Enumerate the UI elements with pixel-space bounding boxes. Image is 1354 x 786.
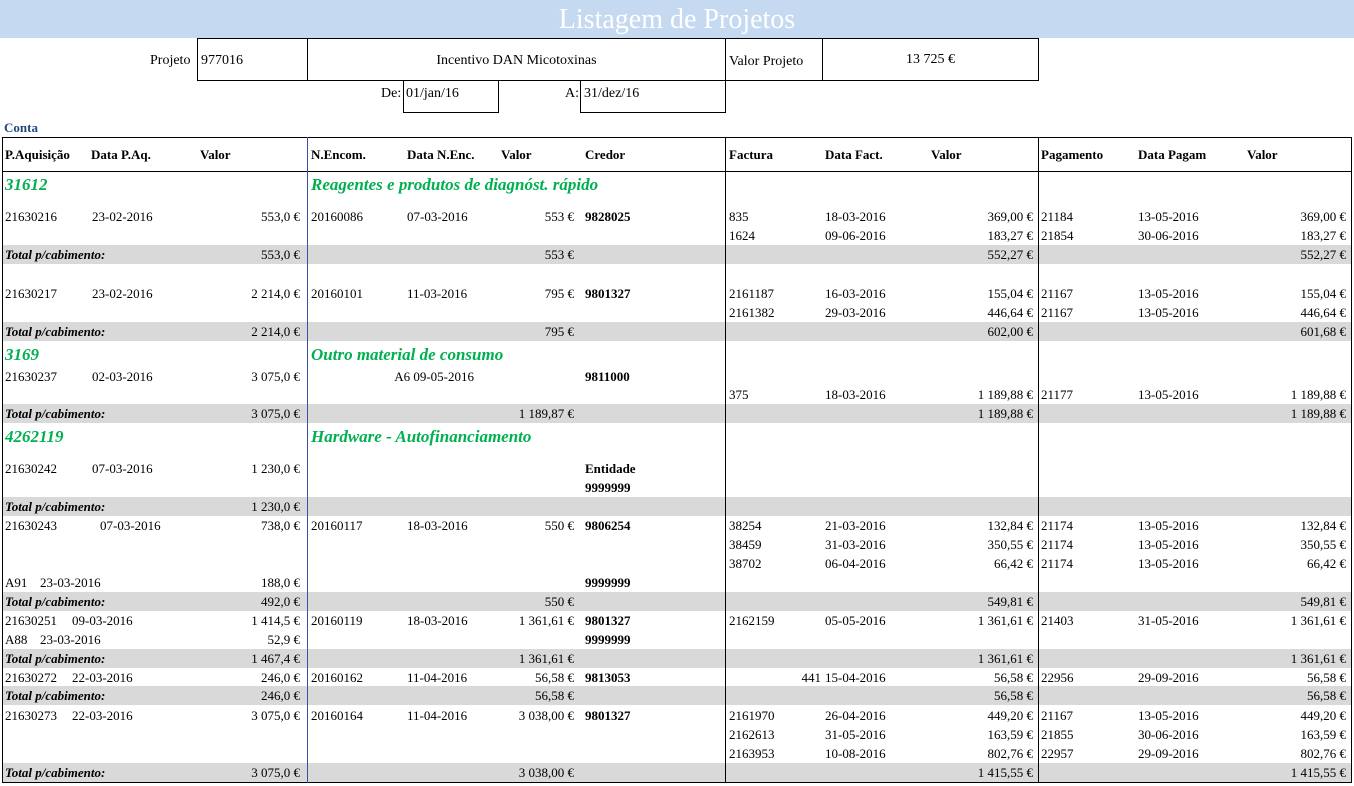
section-name: Outro material de consumo <box>311 345 504 364</box>
cell-fav: 350,55 € <box>987 537 1033 552</box>
cell-fav: 132,84 € <box>987 518 1033 533</box>
col-header-pagamento: Pagamento <box>1041 147 1104 162</box>
cell-pgd: 13-05-2016 <box>1138 387 1199 402</box>
cell-pgd: 29-09-2016 <box>1138 746 1199 761</box>
cell-pgv: 1 189,88 € <box>1290 406 1346 421</box>
date-from-value: 01/jan/16 <box>406 86 459 101</box>
cell-nev: 1 361,61 € <box>518 651 574 666</box>
cell-pgv: 132,84 € <box>1300 518 1346 533</box>
cell-pav: 246,0 € <box>261 688 300 703</box>
cell-ne: 20160086 <box>311 209 363 224</box>
cell-pgv: 1 361,61 € <box>1290 613 1346 628</box>
cell-fa: 38254 <box>729 518 762 533</box>
cell-pgv: 552,27 € <box>1300 247 1346 262</box>
cell-pad: 09-03-2016 <box>72 613 133 628</box>
col-header-credor: Credor <box>585 147 626 162</box>
cell-cr: 9999999 <box>585 632 631 647</box>
cell-pav: 2 214,0 € <box>251 324 300 339</box>
cell-ne: 20160101 <box>311 286 363 301</box>
cell-fa: 38459 <box>729 537 762 552</box>
cell-pad: 23-03-2016 <box>40 575 101 590</box>
cell-fa: 2162613 <box>729 727 775 742</box>
cell-pav: 3 075,0 € <box>251 708 300 723</box>
cell-pg: 21167 <box>1041 708 1074 723</box>
cell-ned: 18-03-2016 <box>407 518 468 533</box>
total-label: Total p/cabimento: <box>5 247 106 262</box>
cell-pa: 21630217 <box>5 286 57 301</box>
cell-fad: 18-03-2016 <box>825 209 886 224</box>
cell-ned: 11-03-2016 <box>407 286 468 301</box>
cell-pad: 22-03-2016 <box>72 708 133 723</box>
table-column-border <box>1351 137 1352 783</box>
cell-pgv: 1 415,55 € <box>1290 765 1346 780</box>
cell-fav: 56,58 € <box>994 688 1033 703</box>
section-code: 3169 <box>5 345 39 364</box>
valor-projeto: 13 725 € <box>906 52 955 67</box>
col-header-valor-fact: Valor <box>931 147 962 162</box>
total-label: Total p/cabimento: <box>5 688 106 703</box>
cell-fad: 10-08-2016 <box>825 746 886 761</box>
col-header-valor-pagam: Valor <box>1247 147 1278 162</box>
cell-pav: 492,0 € <box>261 594 300 609</box>
total-label: Total p/cabimento: <box>5 651 106 666</box>
cell-pgd: 13-05-2016 <box>1138 556 1199 571</box>
cell-pgv: 1 361,61 € <box>1290 651 1346 666</box>
cell-fav: 369,00 € <box>987 209 1033 224</box>
cell-nev: 1 189,87 € <box>518 406 574 421</box>
cell-ne: 20160117 <box>311 518 363 533</box>
cell-pad: 23-02-2016 <box>92 286 153 301</box>
col-header-data-paq: Data P.Aq. <box>91 147 151 162</box>
cell-pgv: 183,27 € <box>1300 228 1346 243</box>
cell-pgd: 31-05-2016 <box>1138 613 1199 628</box>
cell-cr: 9811000 <box>585 369 630 384</box>
cell-cr: 9828025 <box>585 209 631 224</box>
cell-pav: 553,0 € <box>261 209 300 224</box>
section-code: 4262119 <box>5 427 64 446</box>
cell-pav: 553,0 € <box>261 247 300 262</box>
cell-fa: 2162159 <box>729 613 775 628</box>
col-header-valor-nenc: Valor <box>501 147 532 162</box>
cell-fav: 1 189,88 € <box>977 406 1033 421</box>
cell-cr: 9801327 <box>585 708 631 723</box>
cell-fad: 15-04-2016 <box>825 670 886 685</box>
cell-pgd: 13-05-2016 <box>1138 209 1199 224</box>
cell-fa: 441 <box>801 670 821 685</box>
cell-pgv: 56,58 € <box>1307 670 1346 685</box>
cell-pa: 21630242 <box>5 461 57 476</box>
cell-cr: Entidade <box>585 461 636 476</box>
cell-fa: 2163953 <box>729 746 775 761</box>
cell-pav: 1 230,0 € <box>251 499 300 514</box>
date-to-label: A: <box>565 86 579 101</box>
cell-pav: 2 214,0 € <box>251 286 300 301</box>
cell-pg: 21174 <box>1041 556 1074 571</box>
cell-nev: 3 038,00 € <box>518 765 574 780</box>
col-header-data-pagam: Data Pagam <box>1138 147 1207 162</box>
total-label: Total p/cabimento: <box>5 594 106 609</box>
cell-fav: 602,00 € <box>987 324 1033 339</box>
cell-pa: 21630237 <box>5 369 57 384</box>
projeto-label: Projeto <box>150 53 191 68</box>
cell-fad: 31-03-2016 <box>825 537 886 552</box>
cell-nev: 553 € <box>544 209 574 224</box>
cell-pav: 1 230,0 € <box>251 461 300 476</box>
col-header-p-aquisicao: P.Aquisição <box>5 147 70 162</box>
table-column-border <box>307 137 308 783</box>
cell-fa: 1624 <box>729 228 755 243</box>
cell-ned: 11-04-2016 <box>407 670 468 685</box>
date-to-value: 31/dez/16 <box>584 86 640 101</box>
cell-pad: 07-03-2016 <box>100 518 161 533</box>
section-name: Hardware - Autofinanciamento <box>311 427 532 446</box>
cell-pgd: 29-09-2016 <box>1138 670 1199 685</box>
table-column-border <box>2 137 3 783</box>
cell-fav: 163,59 € <box>987 727 1033 742</box>
cell-fav: 446,64 € <box>987 305 1033 320</box>
cell-pg: 21855 <box>1041 727 1074 742</box>
cell-fav: 549,81 € <box>987 594 1033 609</box>
cell-fav: 449,20 € <box>987 708 1033 723</box>
cell-fav: 155,04 € <box>987 286 1033 301</box>
cell-pg: 22956 <box>1041 670 1074 685</box>
valor-projeto-field <box>822 38 1039 81</box>
cell-fav: 1 189,88 € <box>977 387 1033 402</box>
cell-cr: 9801327 <box>585 613 631 628</box>
cell-nev: 550 € <box>544 518 574 533</box>
cell-ned: 11-04-2016 <box>407 708 468 723</box>
table-border <box>2 782 1352 783</box>
cell-ne: 20160164 <box>311 708 363 723</box>
cell-pad: 22-03-2016 <box>72 670 133 685</box>
total-label: Total p/cabimento: <box>5 499 106 514</box>
cell-pg: 21184 <box>1041 209 1074 224</box>
cell-fav: 802,76 € <box>987 746 1033 761</box>
table-column-border <box>1038 137 1039 783</box>
projeto-code-field <box>197 38 308 81</box>
col-header-data-fact: Data Fact. <box>825 147 883 162</box>
cell-cr: 9999999 <box>585 480 631 495</box>
cell-pgd: 30-06-2016 <box>1138 727 1199 742</box>
cell-pav: 3 075,0 € <box>251 765 300 780</box>
cell-fad: 26-04-2016 <box>825 708 886 723</box>
cell-pgv: 66,42 € <box>1307 556 1346 571</box>
cell-nev: 56,58 € <box>535 688 574 703</box>
cell-fad: 21-03-2016 <box>825 518 886 533</box>
cell-ned: 07-03-2016 <box>407 209 468 224</box>
cell-pgv: 549,81 € <box>1300 594 1346 609</box>
cell-fa: 835 <box>729 209 749 224</box>
cell-pgv: 350,55 € <box>1300 537 1346 552</box>
cell-pgd: 13-05-2016 <box>1138 286 1199 301</box>
cell-fad: 18-03-2016 <box>825 387 886 402</box>
cell-pg: 21167 <box>1041 305 1074 320</box>
cell-pgv: 56,58 € <box>1307 688 1346 703</box>
cell-pgv: 802,76 € <box>1300 746 1346 761</box>
cell-pa: A88 <box>5 632 28 647</box>
cell-pav: 3 075,0 € <box>251 406 300 421</box>
cell-pav: 188,0 € <box>261 575 300 590</box>
projeto-name: Incentivo DAN Micotoxinas <box>436 53 597 68</box>
total-label: Total p/cabimento: <box>5 406 106 421</box>
cell-fav: 552,27 € <box>987 247 1033 262</box>
cell-pgd: 13-05-2016 <box>1138 708 1199 723</box>
cell-pa: 21630272 <box>5 670 57 685</box>
cell-nev: 553 € <box>544 247 574 262</box>
cell-pgd: 13-05-2016 <box>1138 537 1199 552</box>
cell-nev: 550 € <box>544 594 574 609</box>
date-from-label: De: <box>381 86 402 101</box>
col-header-n-encom: N.Encom. <box>311 147 366 162</box>
cell-pg: 21174 <box>1041 537 1074 552</box>
cell-pg: 21167 <box>1041 286 1074 301</box>
cell-fad: 31-05-2016 <box>825 727 886 742</box>
cell-ne: 20160162 <box>311 670 363 685</box>
cell-pg: 21174 <box>1041 518 1074 533</box>
cell-pgv: 601,68 € <box>1300 324 1346 339</box>
cell-nev: 3 038,00 € <box>518 708 574 723</box>
projeto-name-field <box>307 38 726 81</box>
cell-nev: 56,58 € <box>535 670 574 685</box>
valor-projeto-label: Valor Projeto <box>729 54 804 69</box>
cell-pg: 21854 <box>1041 228 1074 243</box>
cell-fad: 29-03-2016 <box>825 305 886 320</box>
cell-nev: 795 € <box>544 286 574 301</box>
valor-label-field <box>725 38 823 81</box>
table-border <box>2 137 1352 138</box>
cell-pa: 21630243 <box>5 518 57 533</box>
cell-pad: 23-02-2016 <box>92 209 153 224</box>
cell-fa: 2161970 <box>729 708 775 723</box>
cell-fav: 1 361,61 € <box>977 651 1033 666</box>
cell-pgd: 30-06-2016 <box>1138 228 1199 243</box>
total-label: Total p/cabimento: <box>5 765 106 780</box>
cell-pgv: 446,64 € <box>1300 305 1346 320</box>
cell-cr: 9806254 <box>585 518 631 533</box>
col-header-factura: Factura <box>729 147 774 162</box>
cell-fav: 56,58 € <box>994 670 1033 685</box>
projeto-code: 977016 <box>201 53 243 68</box>
cell-fa: 2161187 <box>729 286 775 301</box>
cell-pav: 1 467,4 € <box>251 651 300 666</box>
cell-fad: 16-03-2016 <box>825 286 886 301</box>
cell-pav: 738,0 € <box>261 518 300 533</box>
conta-label: Conta <box>4 120 38 135</box>
cell-fad: 06-04-2016 <box>825 556 886 571</box>
cell-fa: 375 <box>729 387 749 402</box>
col-header-valor-paq: Valor <box>200 147 231 162</box>
cell-pgv: 449,20 € <box>1300 708 1346 723</box>
cell-fav: 183,27 € <box>987 228 1033 243</box>
cell-pav: 246,0 € <box>261 670 300 685</box>
cell-pa: 21630216 <box>5 209 57 224</box>
cell-pg: 21403 <box>1041 613 1074 628</box>
cell-pgd: 13-05-2016 <box>1138 518 1199 533</box>
cell-pad: 07-03-2016 <box>92 461 153 476</box>
cell-pad: 02-03-2016 <box>92 369 153 384</box>
cell-pav: 1 414,5 € <box>251 613 300 628</box>
cell-pav: 3 075,0 € <box>251 369 300 384</box>
cell-fav: 1 361,61 € <box>977 613 1033 628</box>
cell-fa: 2161382 <box>729 305 775 320</box>
col-header-data-nenc: Data N.Enc. <box>407 147 475 162</box>
cell-cr: 9999999 <box>585 575 631 590</box>
cell-ned: 18-03-2016 <box>407 613 468 628</box>
cell-pgv: 1 189,88 € <box>1290 387 1346 402</box>
cell-fav: 1 415,55 € <box>977 765 1033 780</box>
date-from-field <box>403 80 499 113</box>
total-label: Total p/cabimento: <box>5 324 106 339</box>
cell-fad: 05-05-2016 <box>825 613 886 628</box>
section-name: Reagentes e produtos de diagnóst. rápido <box>311 175 599 194</box>
cell-ned: A6 09-05-2016 <box>394 369 474 384</box>
section-code: 31612 <box>5 175 48 194</box>
cell-pa: 21630251 <box>5 613 57 628</box>
cell-pg: 21177 <box>1041 387 1074 402</box>
date-to-field <box>580 80 726 113</box>
cell-pa: A91 <box>5 575 28 590</box>
cell-ne: 20160119 <box>311 613 363 628</box>
cell-pa: 21630273 <box>5 708 57 723</box>
cell-nev: 795 € <box>544 324 574 339</box>
cell-fa: 38702 <box>729 556 762 571</box>
cell-cr: 9813053 <box>585 670 631 685</box>
cell-fav: 66,42 € <box>994 556 1033 571</box>
cell-pgv: 163,59 € <box>1300 727 1346 742</box>
cell-pgv: 369,00 € <box>1300 209 1346 224</box>
cell-fad: 09-06-2016 <box>825 228 886 243</box>
page-title: Listagem de Projetos <box>0 0 1354 38</box>
table-border <box>2 171 1352 172</box>
cell-cr: 9801327 <box>585 286 631 301</box>
cell-pg: 22957 <box>1041 746 1074 761</box>
cell-pav: 52,9 € <box>267 632 300 647</box>
cell-pgd: 13-05-2016 <box>1138 305 1199 320</box>
cell-pad: 23-03-2016 <box>40 632 101 647</box>
cell-nev: 1 361,61 € <box>518 613 574 628</box>
cell-pgv: 155,04 € <box>1300 286 1346 301</box>
